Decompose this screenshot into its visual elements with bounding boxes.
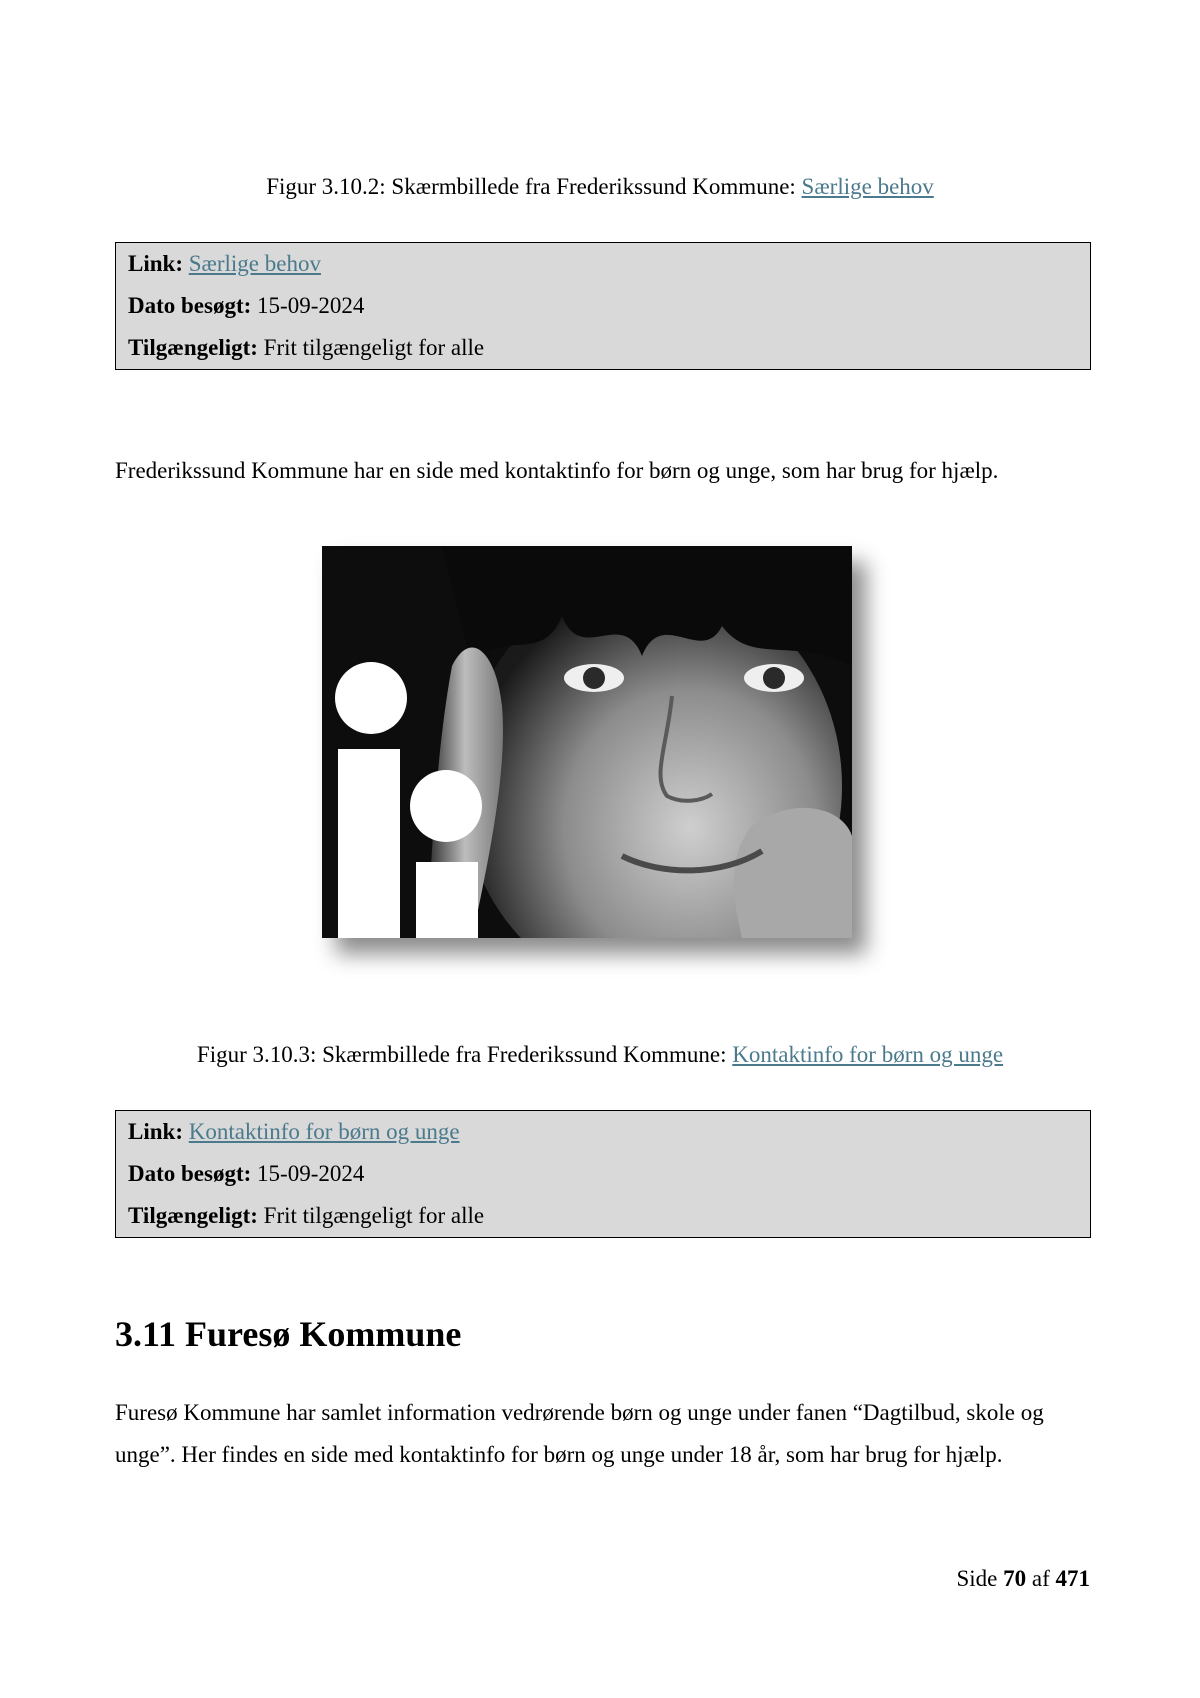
info-row-access <box>128 1195 1078 1237</box>
page-prefix: Side <box>956 1566 998 1591</box>
link-label: Link: <box>128 251 183 276</box>
figure-caption-link[interactable]: Særlige behov <box>801 174 934 199</box>
page-separator: af <box>1031 1566 1050 1591</box>
body-paragraph-1: Frederikssund Kommune har en side med kontaktinfo for børn og unge, som har brug for hjælp. <box>115 458 999 483</box>
date-value: 15-09-2024 <box>257 1161 365 1186</box>
link-label: Link: <box>128 1119 183 1144</box>
info-link[interactable]: Særlige behov <box>188 251 321 276</box>
access-label: Tilgængeligt: <box>128 335 258 360</box>
info-row-link <box>128 1111 1078 1153</box>
info-row-date <box>128 285 1078 327</box>
info-row-link <box>128 243 1078 285</box>
page-current: 70 <box>1003 1566 1027 1591</box>
info-row-access <box>128 327 1078 369</box>
figure-caption-3-10-3 <box>0 1040 1200 1070</box>
info-box-2 <box>115 1110 1091 1238</box>
date-value: 15-09-2024 <box>257 293 365 318</box>
figure-image-boy-with-hands <box>322 546 852 938</box>
info-row-date <box>128 1153 1078 1195</box>
date-label: Dato besøgt: <box>128 1161 252 1186</box>
section-heading: 3.11 Furesø Kommune <box>115 1314 462 1354</box>
page-number <box>956 1564 1090 1594</box>
info-link[interactable]: Kontaktinfo for børn og unge <box>188 1119 460 1144</box>
info-box-1 <box>115 242 1091 370</box>
figure-caption-text: Figur 3.10.3: Skærmbillede fra Frederikssund Kommune: <box>196 1042 733 1067</box>
figure-caption-3-10-2 <box>0 172 1200 202</box>
access-value: Frit tilgængeligt for alle <box>263 335 485 360</box>
section-paragraph: Furesø Kommune har samlet information vedrørende børn og unge under fanen “Dagtilbud, skole og unge”. Her findes en side med kontaktinfo for børn og unge under 18 år, som har brug for hjælp. <box>115 1400 1044 1467</box>
figure-caption-text: Figur 3.10.2: Skærmbillede fra Frederikssund Kommune: <box>266 174 802 199</box>
figure-caption-link[interactable]: Kontaktinfo for børn og unge <box>732 1042 1004 1067</box>
date-label: Dato besøgt: <box>128 293 252 318</box>
access-label: Tilgængeligt: <box>128 1203 258 1228</box>
access-value: Frit tilgængeligt for alle <box>263 1203 485 1228</box>
page-total: 471 <box>1055 1566 1090 1591</box>
